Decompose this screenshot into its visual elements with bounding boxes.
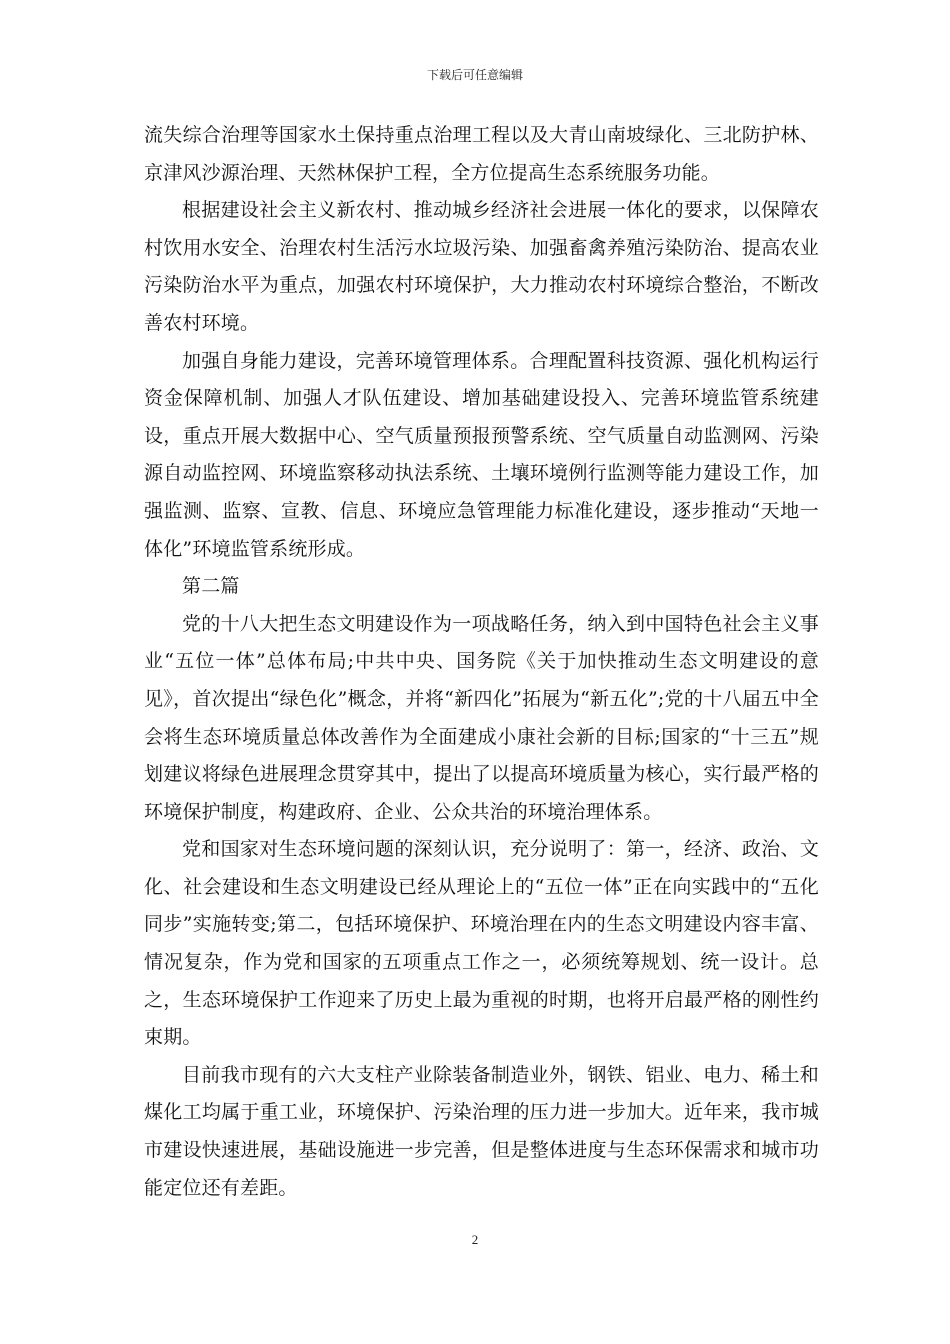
paragraph-rural-environment: 根据建设社会主义新农村、推动城乡经济社会进展一体化的要求，以保障农村饮用水安全、治理农村生活污水垃圾污染、加强畜禽养殖污染防治、提高农业污染防治水平为重点，加强农村环境保护，大力推动农村环境综合整治，不断改善农村环境。 xyxy=(144,199,819,334)
paragraph-continued: 流失综合治理等国家水土保持重点治理工程以及大青山南坡绿化、三北防护林、京津风沙源治理、天然林保护工程，全方位提高生态系统服务功能。 xyxy=(144,124,819,184)
paragraph-eco-civilization: 党的十八大把生态文明建设作为一项战略任务，纳入到中国特色社会主义事业“五位一体”总体布局;中共中央、国务院《关于加快推动生态文明建设的意见》，首次提出“绿色化”概念，并将“新四化”拓展为“新五化”;党的十八届五中全会将生态环境质量总体改善作为全面建成小康社会新的目标;国家的“十三五”规划建议将绿色进展理念贯穿其中，提出了以提高环境质量为核心，实行最严格的环境保护制度，构建政府、企业、公众共治的环境治理体系。 xyxy=(144,612,819,823)
page-header: 下载后可任意编辑 xyxy=(426,68,523,82)
paragraph-capacity-building: 加强自身能力建设，完善环境管理体系。合理配置科技资源、强化机构运行资金保障机制、加强人才队伍建设、增加基础建设投入、完善环境监管系统建设，重点开展大数据中心、空气质量预报预警系统、空气质量自动监测网、污染源自动监控网、环境监察移动执法系统、土壤环境例行监测等能力建设工作，加强监测、监察、宣教、信息、环境应急管理能力标准化建设，逐步推动“天地一体化”环境监管系统形成。 xyxy=(144,349,819,560)
paragraph-city-status: 目前我市现有的六大支柱产业除装备制造业外，钢铁、铝业、电力、稀土和煤化工均属于重工业，环境保护、污染治理的压力进一步加大。近年来，我市城市建设快速进展，基础设施进一步完善，但是整体进度与生态环保需求和城市功能定位还有差距。 xyxy=(144,1063,819,1199)
section-heading: 第二篇 xyxy=(182,575,240,598)
page-number: 2 xyxy=(471,1232,479,1247)
paragraph-understanding: 党和国家对生态环境问题的深刻认识，充分说明了：第一，经济、政治、文化、社会建设和生态文明建设已经从理论上的“五位一体”正在向实践中的“五化同步”实施转变;第二，包括环境保护、环境治理在内的生态文明建设内容丰富、情况复杂，作为党和国家的五项重点工作之一，必须统筹规划、统一设计。总之，生态环境保护工作迎来了历史上最为重视的时期，也将开启最严格的刚性约束期。 xyxy=(144,838,819,1049)
document-body xyxy=(144,117,819,1207)
